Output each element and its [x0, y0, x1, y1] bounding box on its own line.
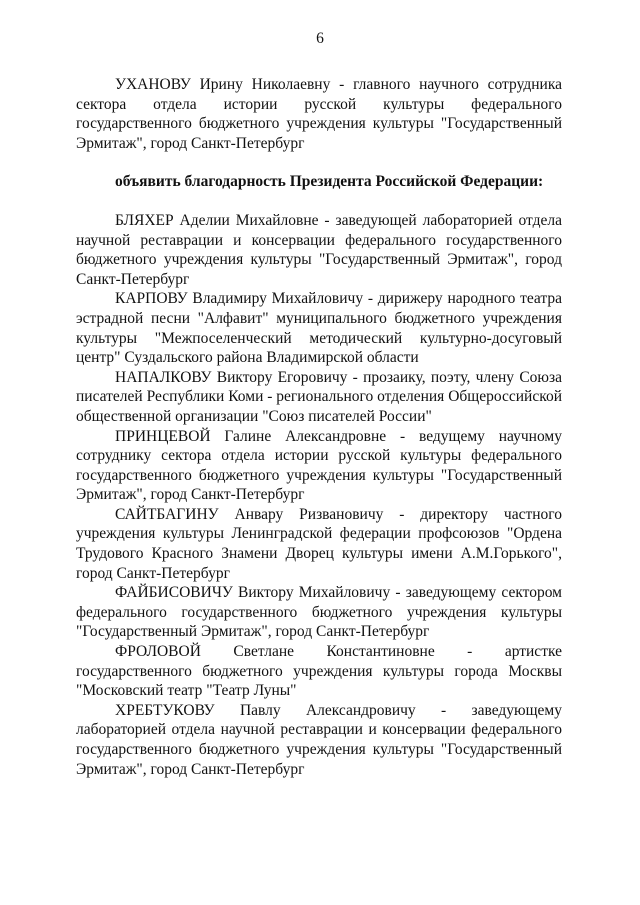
gratitude-entry: ФРОЛОВОЙ Светлане Константиновне - артистке государственного бюджетного учреждения культуры города Москвы "Московский театр "Театр Луны"	[76, 643, 562, 700]
section-heading: объявить благодарность Президента Российской Федерации:	[115, 173, 544, 191]
gratitude-entry: САЙТБАГИНУ Анвару Ризвановичу - директору частного учреждения культуры Ленинградской федерации профсоюзов "Ордена Трудового Красного Знамени Дворец культуры имени А.М.Горького", город Санкт-Петербург	[76, 505, 562, 582]
gratitude-entry: ПРИНЦЕВОЙ Галине Александровне - ведущему научному сотруднику сектора отдела истории русской культуры федерального государственного бюджетного учреждения культуры "Государственный Эрмитаж", город Санкт-Петербург	[76, 427, 562, 504]
page-number: 6	[316, 30, 324, 47]
gratitude-entry: КАРПОВУ Владимиру Михайловичу - дирижеру народного театра эстрадной песни "Алфавит" муниципального бюджетного учреждения культуры "Межпоселенческий методический культурно-досуговый центр" Суздальского района Владимирской области	[76, 290, 562, 367]
document-body	[76, 75, 562, 779]
gratitude-entry: ХРЕБТУКОВУ Павлу Александровичу - заведующему лабораторией отдела научной реставрации и консервации федерального государственного бюджетного учреждения культуры "Государственный Эрмитаж", город Санкт-Петербург	[76, 701, 562, 778]
gratitude-entry: БЛЯХЕР Аделии Михайловне - заведующей лабораторией отдела научной реставрации и консервации федерального государственного бюджетного учреждения культуры "Государственный Эрмитаж", город Санкт-Петербург	[76, 211, 562, 288]
gratitude-list	[76, 211, 562, 779]
gratitude-entry: НАПАЛКОВУ Виктору Егоровичу - прозаику, поэту, члену Союза писателей Республики Коми - регионального отделения Общероссийской общественной организации "Союз писателей России"	[76, 368, 562, 425]
gratitude-entry: ФАЙБИСОВИЧУ Виктору Михайловичу - заведующему сектором федерального государственного бюджетного учреждения культуры "Государственный Эрмитаж", город Санкт-Петербург	[76, 584, 562, 641]
award-entry-ukhanova: УХАНОВУ Ирину Николаевну - главного научного сотрудника сектора отдела истории русской культуры федерального государственного бюджетного учреждения культуры "Государственный Эрмитаж", город Санкт-Петербург	[76, 76, 562, 152]
